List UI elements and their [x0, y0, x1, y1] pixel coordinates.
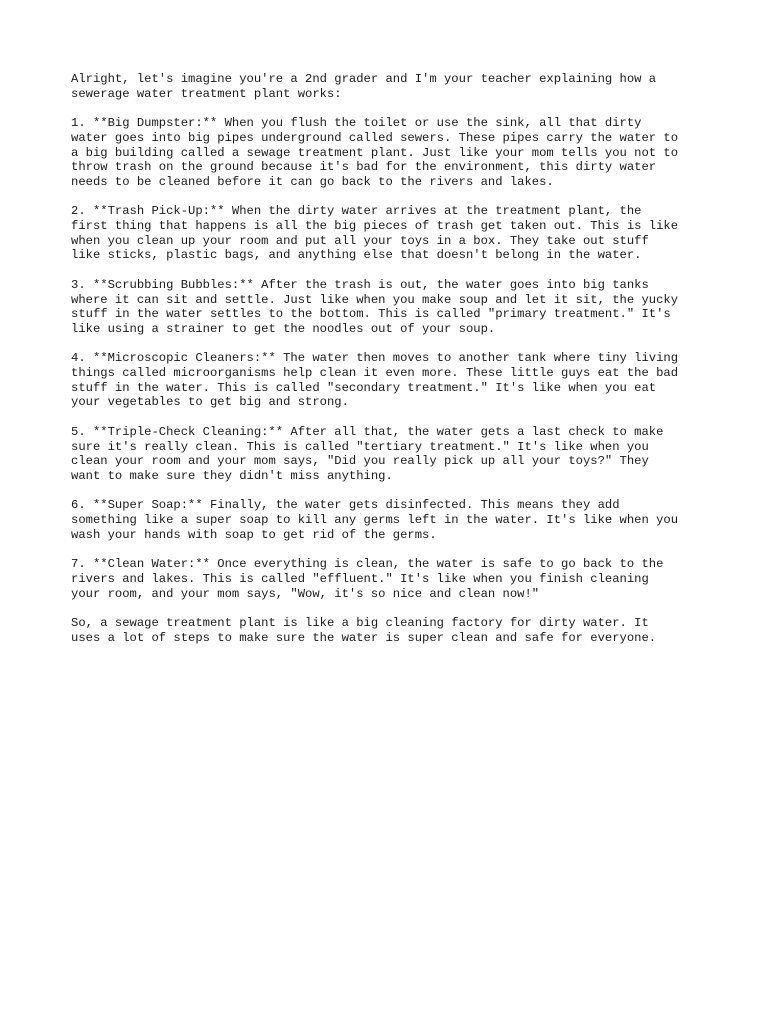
- step-7-clean-water-paragraph: 7. **Clean Water:** Once everything is clean, the water is safe to go back to the rivers and lakes. This is called "effluent." It's like when you finish cleaning your room, and your mom says, "Wow, it's so nice and clean now!": [71, 557, 664, 601]
- document-body: [71, 72, 711, 660]
- intro-paragraph: Alright, let's imagine you're a 2nd grader and I'm your teacher explaining how a sewerage water treatment plant works:: [71, 72, 657, 101]
- conclusion-paragraph: So, a sewage treatment plant is like a big cleaning factory for dirty water. It uses a lot of steps to make sure the water is super clean and safe for everyone.: [71, 615, 657, 645]
- step-6-super-soap-paragraph: 6. **Super Soap:** Finally, the water gets disinfected. This means they add something like a super soap to kill any germs left in the water. It's like when you wash your hands with soap to get rid of the germs.: [71, 498, 679, 542]
- step-4-microscopic-cleaners-paragraph: 4. **Microscopic Cleaners:** The water then moves to another tank where tiny living things called microorganisms help clean it even more. These little guys eat the bad stuff in the water. This is called "secondary treatment." It's like when you eat your vegetables to get big and strong.: [71, 351, 679, 410]
- step-3-scrubbing-bubbles-paragraph: 3. **Scrubbing Bubbles:** After the trash is out, the water goes into big tanks where it can sit and settle. Just like when you make soup and let it sit, the yucky stuff in the water settles to the bottom. This is called "primary treatment." It's like using a strainer to get the noodles out of your soup.: [71, 277, 679, 336]
- step-5-triple-check-cleaning-paragraph: 5. **Triple-Check Cleaning:** After all that, the water gets a last check to make sure it's really clean. This is called "tertiary treatment." It's like when you clean your room and your mom says, "Did you really pick up all your toys?" They want to make sure they didn't miss anything.: [71, 424, 664, 483]
- step-1-big-dumpster-paragraph: 1. **Big Dumpster:** When you flush the toilet or use the sink, all that dirty water goes into big pipes underground called sewers. These pipes carry the water to a big building called a sewage treatment plant. Just like your mom tells you not to throw trash on the ground because it's bad for the environment, this dirty water needs to be cleaned before it can go back to the rivers and lakes.: [71, 116, 679, 189]
- step-2-trash-pick-up-paragraph: 2. **Trash Pick-Up:** When the dirty water arrives at the treatment plant, the first thing that happens is all the big pieces of trash get taken out. This is like when you clean up your room and put all your toys in a box. They take out stuff like sticks, plastic bags, and anything else that doesn't belong in the water.: [71, 204, 679, 263]
